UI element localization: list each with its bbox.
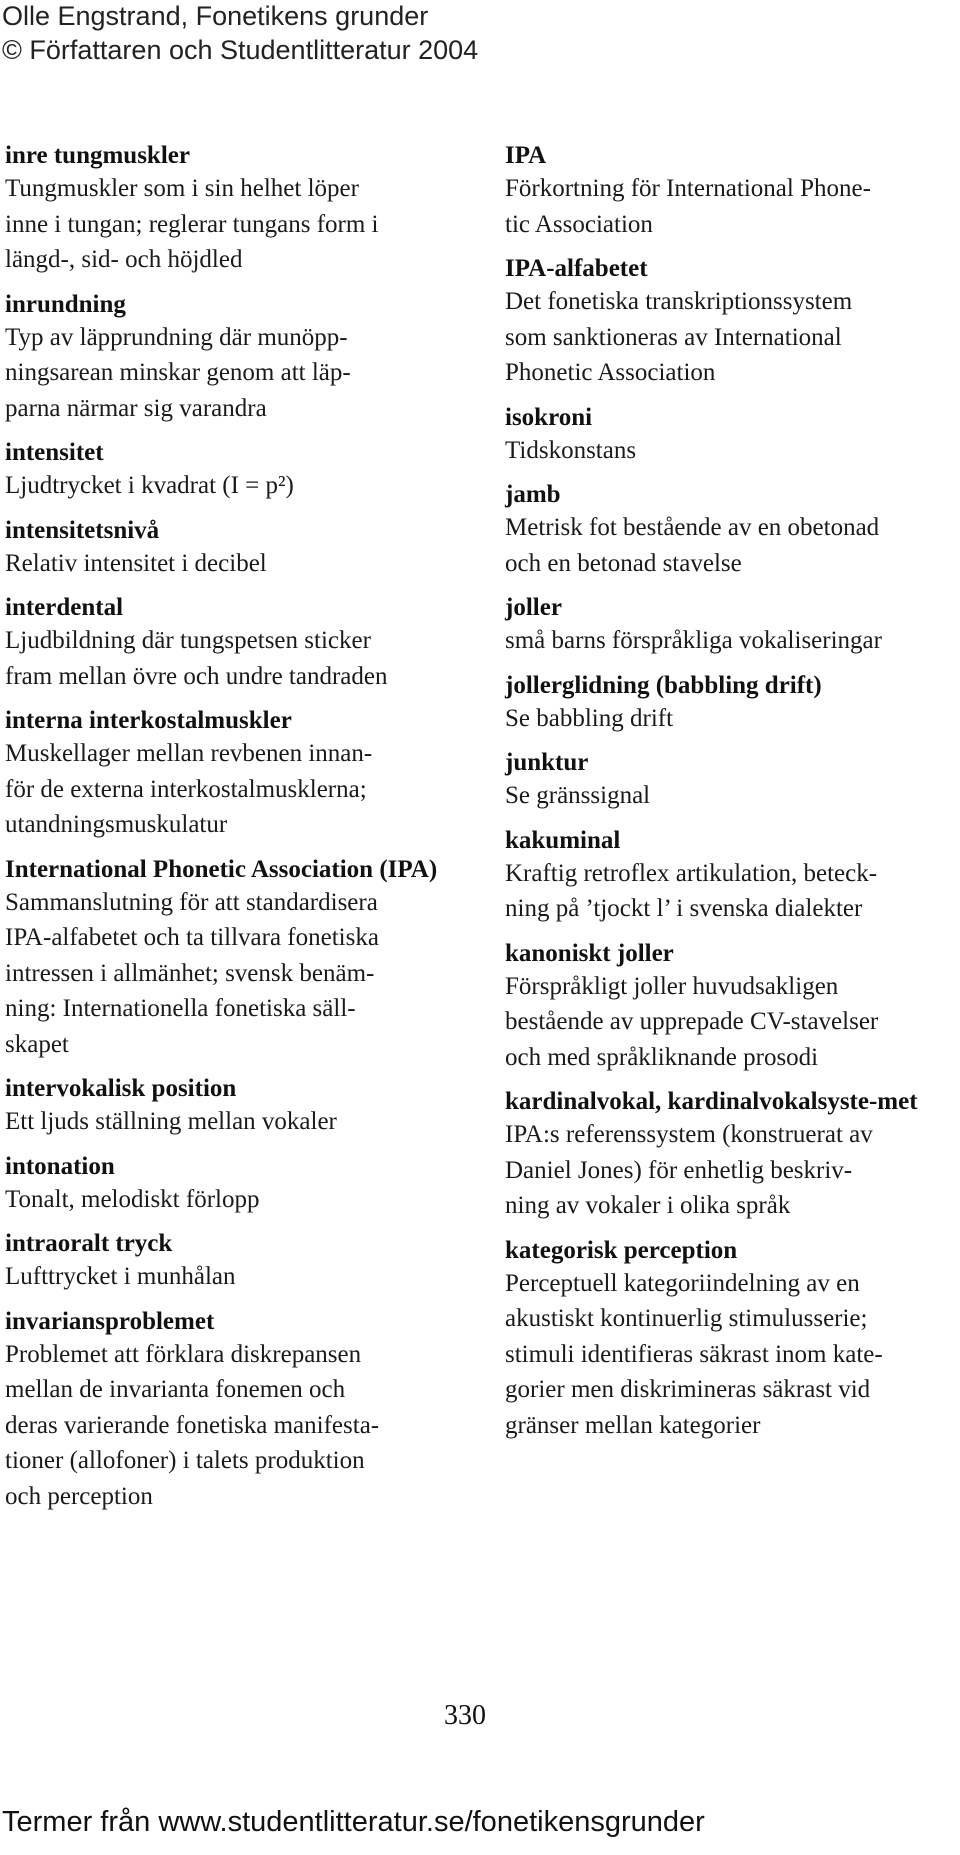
glossary-entry (505, 1087, 960, 1224)
glossary-term: IPA-alfabetet (505, 255, 648, 282)
glossary-definition (505, 778, 960, 814)
definition-line: och perception (5, 1482, 153, 1510)
glossary-entry (5, 706, 465, 843)
definition-line: Metrisk fot bestående av en obetonad (505, 514, 880, 541)
glossary-definition (505, 171, 960, 242)
definition-line: ning av vokaler i olika språk (505, 1192, 791, 1219)
definition-line: Sammanslutning för att standardisera (5, 888, 378, 916)
definition-line: deras varierande fonetiska manifesta- (5, 1411, 380, 1439)
definition-line: Ljudbildning där tungspetsen sticker (5, 627, 371, 654)
definition-line: intressen i allmänhet; svensk benäm- (5, 959, 375, 987)
glossary-term: kanoniskt joller (505, 939, 674, 967)
glossary-definition (505, 1117, 960, 1224)
glossary-entry (5, 438, 465, 504)
glossary-definition (5, 1337, 465, 1515)
definition-line: gränser mellan kategorier (505, 1411, 761, 1439)
definition-line: IPA-alfabetet och ta tillvara fonetiska (5, 924, 379, 951)
definition-line: skapet (5, 1030, 69, 1058)
glossary-definition (5, 1259, 465, 1295)
glossary-entry (505, 141, 960, 242)
definition-line: Tonalt, melodiskt förlopp (5, 1185, 260, 1213)
glossary-entry (5, 855, 465, 1063)
glossary-term: intervokalisk position (5, 1075, 237, 1102)
glossary-entry (505, 671, 960, 737)
definition-line: och en betonad stavelse (505, 549, 742, 577)
footer-source: Termer från www.studentlitteratur.se/fonetikensgrunder (2, 1806, 705, 1838)
glossary-term: kategorisk perception (505, 1236, 738, 1264)
definition-line: fram mellan övre och undre tandraden (5, 662, 388, 690)
definition-line: Ljudtrycket i kvadrat (I = p²) (5, 472, 294, 499)
glossary-entry (505, 748, 960, 814)
glossary-definition (505, 284, 960, 391)
definition-line: ning på ’tjockt l’ i svenska dialekter (505, 895, 863, 922)
definition-line: ningsarean minskar genom att läp- (5, 359, 351, 386)
definition-line: Phonetic Association (505, 359, 716, 386)
glossary-definition (505, 510, 960, 581)
glossary-definition (505, 969, 960, 1076)
definition-line: Det fonetiska transkriptionssystem (505, 288, 853, 315)
glossary-definition (505, 433, 960, 469)
glossary-term: joller (505, 594, 562, 621)
glossary-term: International Phonetic Association (IPA) (5, 855, 438, 883)
definition-line: Se gränssignal (505, 782, 651, 809)
glossary-term: IPA (505, 142, 547, 169)
definition-line: Kraftig retroflex artikulation, beteck- (505, 859, 878, 887)
glossary-definition (505, 1266, 960, 1444)
definition-line: tioner (allofoner) i talets produktion (5, 1447, 365, 1474)
glossary-definition (5, 1182, 465, 1218)
glossary-term: inre tungmuskler (5, 142, 190, 169)
glossary-entry (505, 254, 960, 391)
glossary-definition (505, 856, 960, 927)
definition-line: Typ av läpprundning där munöpp- (5, 323, 348, 351)
glossary-entry (505, 826, 960, 927)
glossary-term: intraoralt tryck (5, 1230, 173, 1257)
definition-line: Tungmuskler som i sin helhet löper (5, 175, 359, 202)
glossary-entry (5, 593, 465, 694)
glossary-entry (505, 939, 960, 1076)
glossary-term: kardinalvokal, kardinalvokalsyste-met (505, 1088, 918, 1115)
glossary-term: intensitetsnivå (5, 516, 160, 544)
glossary-entry (5, 1074, 465, 1140)
glossary-entry (505, 480, 960, 581)
glossary-entry (505, 1236, 960, 1444)
glossary-term: kakuminal (505, 826, 621, 854)
glossary-term: interna interkostalmuskler (5, 707, 292, 734)
definition-line: Se babbling drift (505, 704, 674, 732)
definition-line: tic Association (505, 210, 653, 238)
definition-line: Daniel Jones) för enhetlig beskriv- (505, 1156, 853, 1184)
glossary-definition (5, 171, 465, 278)
glossary-column-left (5, 141, 465, 1526)
definition-line: parna närmar sig varandra (5, 394, 267, 422)
glossary-entry (5, 1307, 465, 1515)
definition-line: stimuli identifieras säkrast inom kate- (505, 1340, 883, 1368)
glossary-definition (5, 546, 465, 582)
glossary-definition (5, 1104, 465, 1140)
glossary-definition (5, 468, 465, 504)
glossary-term: interdental (5, 594, 124, 621)
glossary-term: inrundning (5, 290, 126, 318)
definition-line: som sanktioneras av International (505, 323, 842, 351)
glossary-entry (5, 290, 465, 427)
definition-line: Ett ljuds ställning mellan vokaler (5, 1108, 337, 1135)
definition-line: för de externa interkostalmusklerna; (5, 775, 367, 803)
definition-line: Muskellager mellan revbenen innan- (5, 740, 373, 767)
definition-line: ning: Internationella fonetiska säll- (5, 995, 356, 1022)
definition-line: Förspråkligt joller huvudsakligen (505, 972, 839, 1000)
definition-line: Förkortning för International Phone- (505, 175, 871, 202)
definition-line: Relativ intensitet i decibel (5, 549, 267, 577)
definition-line: Perceptuell kategoriindelning av en (505, 1269, 860, 1297)
definition-line: bestående av upprepade CV-stavelser (505, 1008, 879, 1035)
glossary-term: isokroni (505, 403, 593, 431)
page-number: 330 (444, 1700, 486, 1731)
glossary-term: intensitet (5, 439, 104, 466)
glossary-definition (5, 736, 465, 843)
glossary-term: jamb (505, 481, 561, 508)
glossary-entry (5, 1229, 465, 1295)
glossary-definition (505, 701, 960, 737)
glossary-entry (5, 141, 465, 278)
glossary-term: jollerglidning (babbling drift) (505, 671, 822, 699)
glossary-entry (5, 1152, 465, 1218)
glossary-definition (505, 623, 960, 659)
glossary-entry (5, 516, 465, 582)
glossary-column-right (505, 141, 960, 1455)
header-title: Olle Engstrand, Fonetikens grunder (2, 1, 429, 31)
glossary-entry (505, 403, 960, 469)
glossary-entry (505, 593, 960, 659)
definition-line: IPA:s referenssystem (konstruerat av (505, 1121, 873, 1148)
definition-line: gorier men diskrimineras säkrast vid (505, 1376, 871, 1403)
definition-line: och med språkliknande prosodi (505, 1043, 819, 1071)
header-copyright: © Författaren och Studentlitteratur 2004 (2, 35, 479, 65)
glossary-definition (5, 623, 465, 694)
glossary-definition (5, 885, 465, 1063)
definition-line: Lufttrycket i munhålan (5, 1263, 236, 1290)
glossary-term: junktur (505, 749, 589, 776)
definition-line: små barns förspråkliga vokaliseringar (505, 627, 882, 654)
definition-line: Problemet att förklara diskrepansen (5, 1340, 362, 1368)
glossary-term: intonation (5, 1152, 115, 1180)
definition-line: längd-, sid- och höjdled (5, 246, 243, 273)
definition-line: Tidskonstans (505, 436, 637, 464)
definition-line: akustiskt kontinuerlig stimulusserie; (505, 1305, 868, 1332)
glossary-definition (5, 320, 465, 427)
definition-line: inne i tungan; reglerar tungans form i (5, 210, 379, 238)
glossary-term: invariansproblemet (5, 1307, 215, 1335)
definition-line: utandningsmuskulatur (5, 811, 228, 838)
definition-line: mellan de invarianta fonemen och (5, 1376, 346, 1403)
